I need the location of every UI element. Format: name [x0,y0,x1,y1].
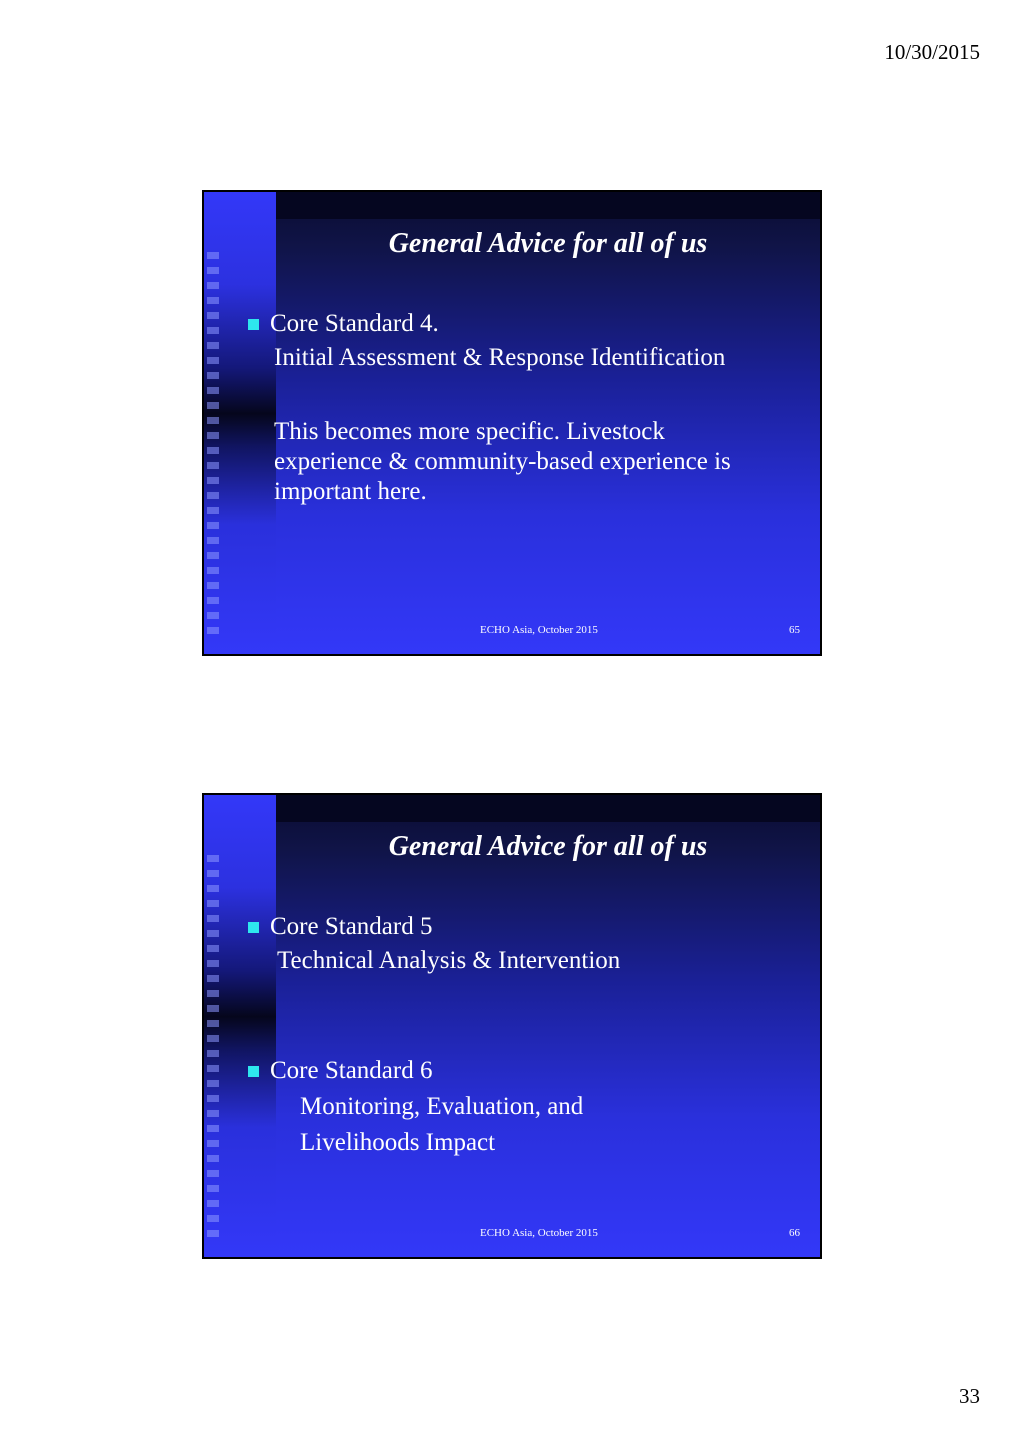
slide-decorative-squares [207,855,219,1240]
bullet-subline: Monitoring, Evaluation, and [300,1093,584,1120]
bullet-square-icon [248,319,259,330]
slide-65 [202,190,822,656]
paragraph-line: This becomes more specific. Livestock [274,418,665,445]
slide-title: General Advice for all of us [388,831,708,862]
bullet-subline: Initial Assessment & Response Identification [274,344,726,371]
bullet-subline: Technical Analysis & Intervention [277,947,621,974]
page-number: 33 [959,1384,980,1408]
bullet-text: Core Standard 4. [270,310,439,337]
page-date: 10/30/2015 [884,40,980,64]
slide-footer-text: ECHO Asia, October 2015 [480,624,598,636]
bullet-text: Core Standard 5 [270,913,433,940]
slide-top-band [276,795,820,822]
slide-footer-text: ECHO Asia, October 2015 [480,1227,598,1239]
slide-number: 65 [789,624,800,636]
bullet-core-standard-6 [248,1057,432,1085]
bullet-text: Core Standard 6 [270,1057,433,1084]
bullet-core-standard-5 [248,913,432,941]
slide-top-band [276,192,820,219]
bullet-core-standard-4 [248,310,439,338]
bullet-subline: Livelihoods Impact [300,1129,496,1156]
bullet-square-icon [248,1066,259,1077]
slide-66 [202,793,822,1259]
slide-decorative-squares [207,252,219,637]
paragraph-line: experience & community-based experience is [274,448,731,475]
bullet-square-icon [248,922,259,933]
slide-number: 66 [789,1227,800,1239]
slide-title: General Advice for all of us [388,228,708,259]
paragraph-line: important here. [274,478,427,505]
